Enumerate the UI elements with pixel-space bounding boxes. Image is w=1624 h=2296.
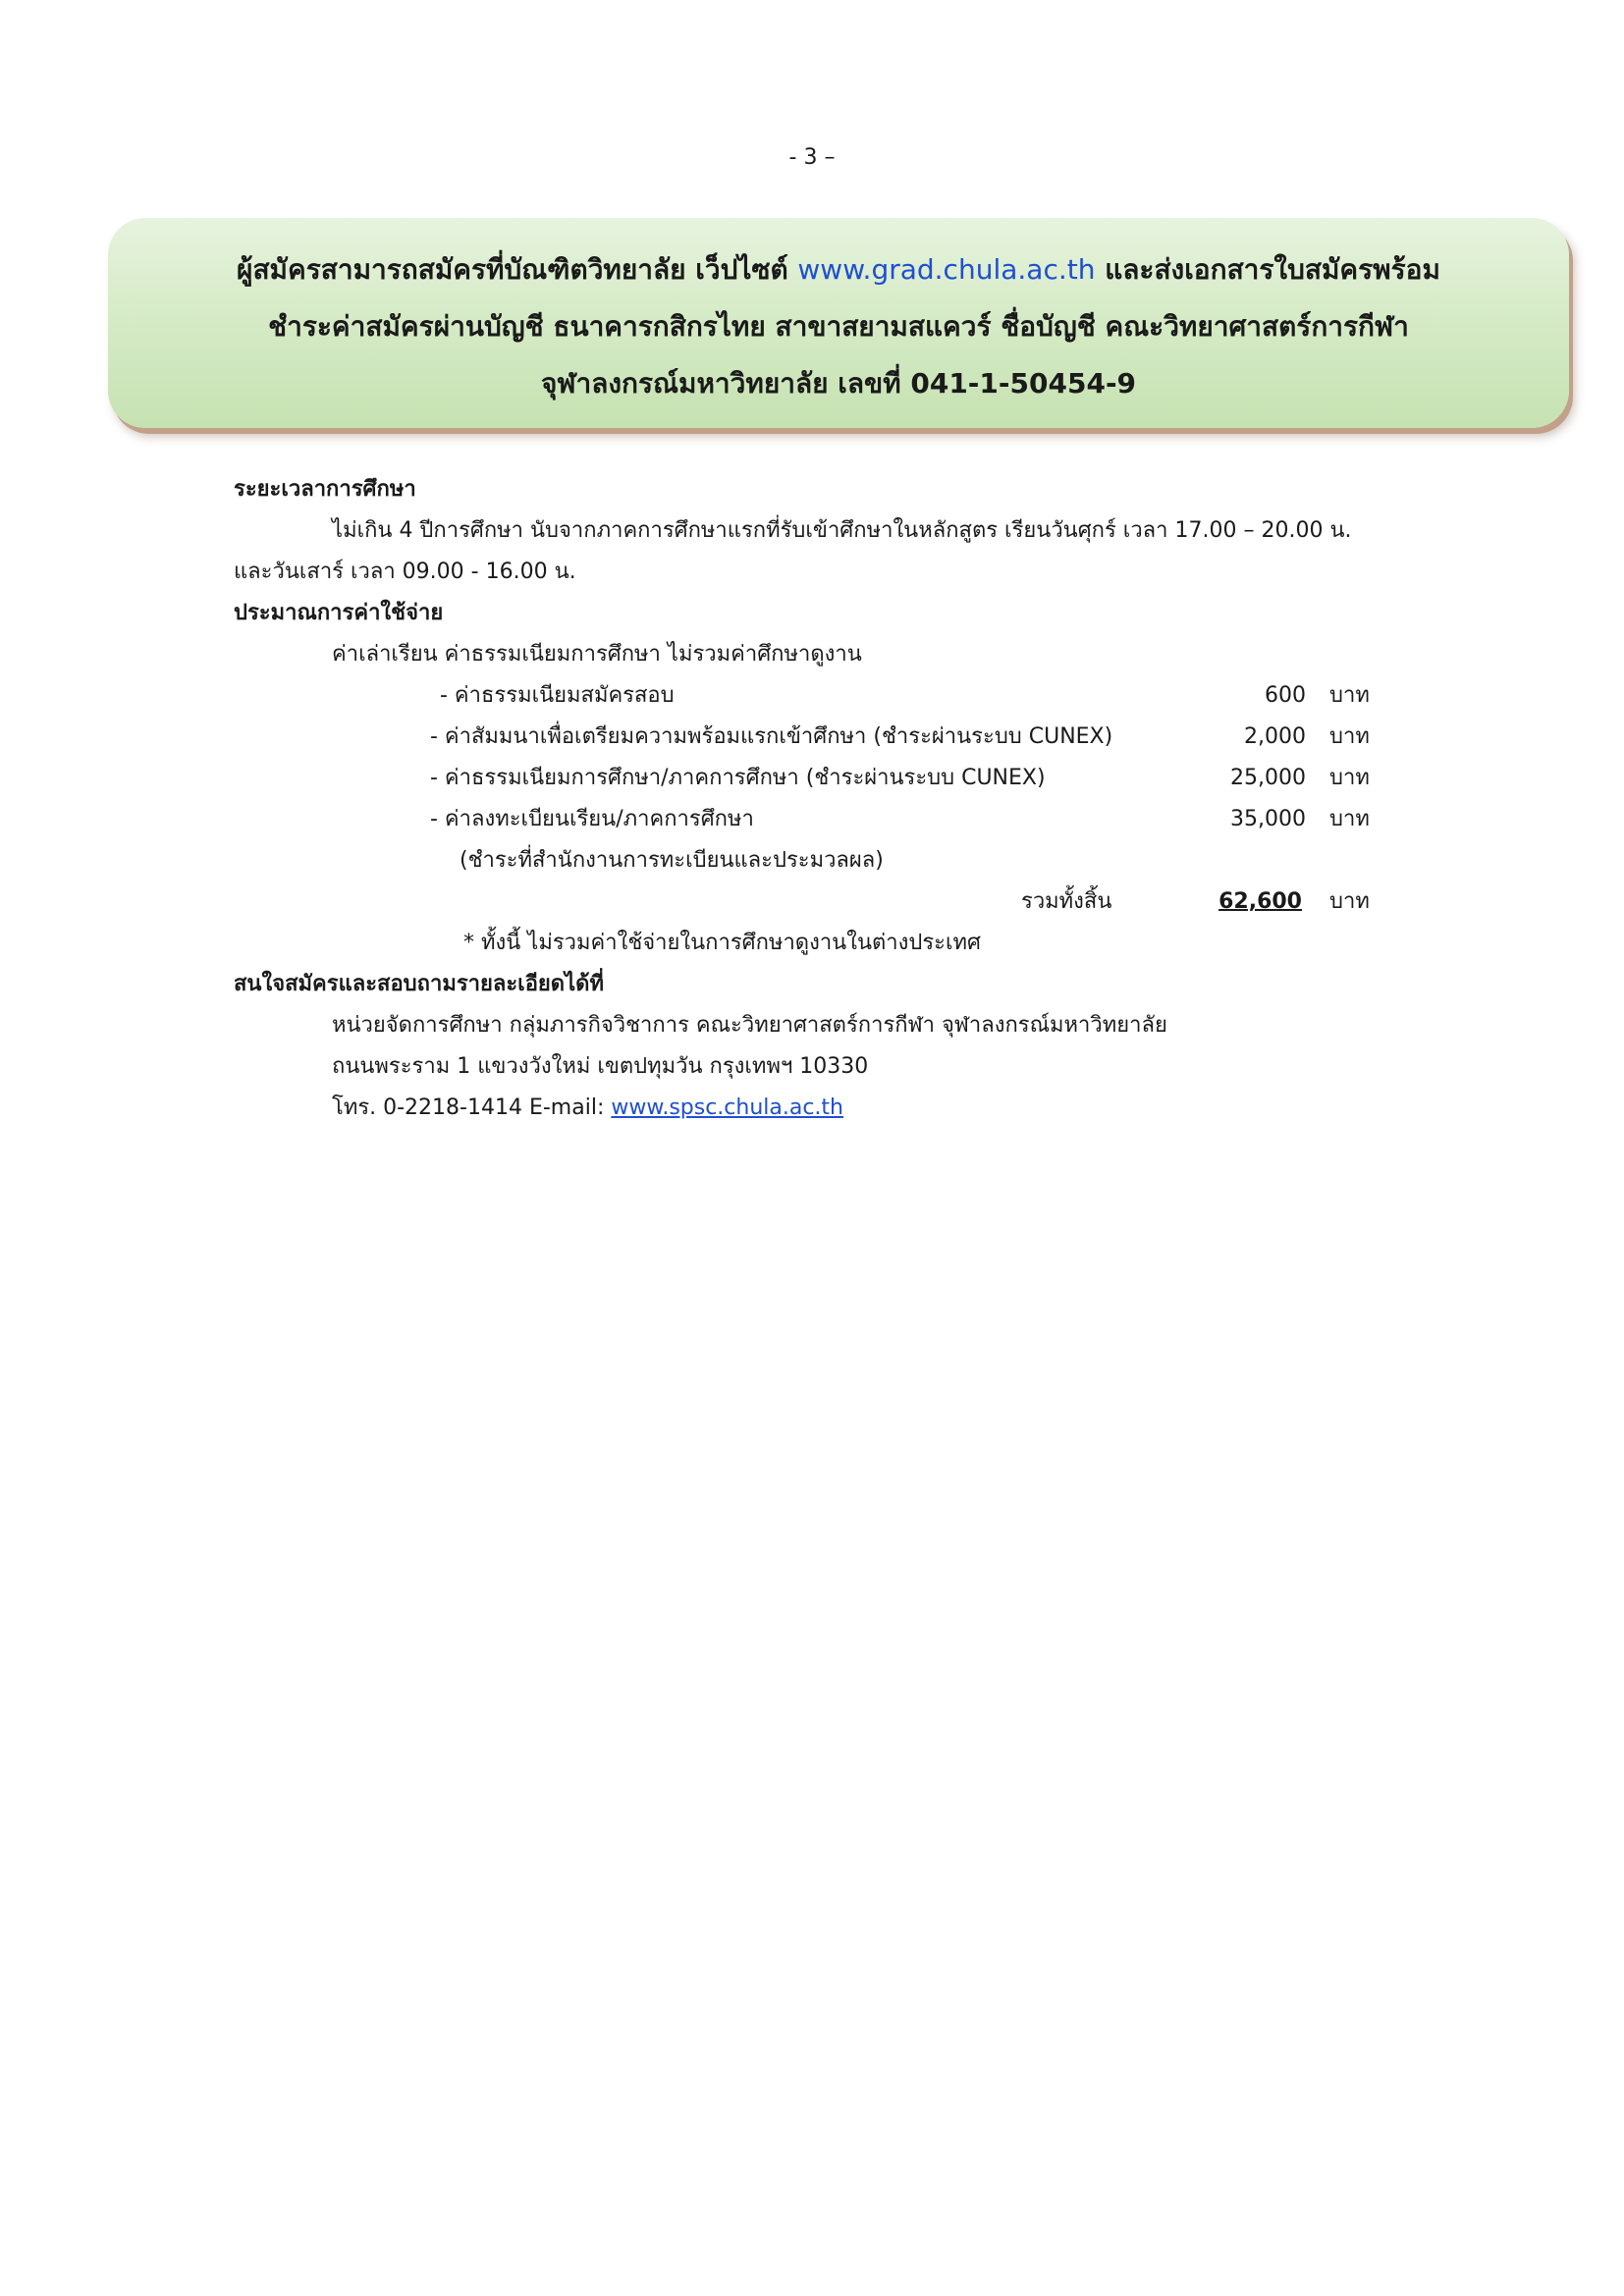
expense-item-unit: บาท [1329, 807, 1370, 831]
banner-text-1a: ผู้สมัครสามารถสมัครที่บัณฑิตวิทยาลัย เว็ปไซต์ [237, 253, 798, 286]
total-amount: 62,600 [1218, 889, 1302, 914]
study-period-line-2: และวันเสาร์ เวลา 09.00 - 16.00 น. [234, 560, 576, 584]
spsc-website-link[interactable]: www.spsc.chula.ac.th [611, 1095, 843, 1120]
page-number: - 3 – [788, 145, 836, 170]
expense-item-amount: 35,000 [1230, 807, 1306, 831]
contact-phone-email-label: โทร. 0-2218-1414 E-mail: [332, 1095, 612, 1120]
expense-item-unit: บาท [1329, 724, 1370, 749]
expense-item-label: - ค่าธรรมเนียมสมัครสอบ [440, 683, 675, 708]
grad-website-link[interactable]: www.grad.chula.ac.th [797, 253, 1096, 286]
expenses-intro: ค่าเล่าเรียน ค่าธรรมเนียมการศึกษา ไม่รวมค่าศึกษาดูงาน [332, 642, 862, 667]
expense-item-amount: 25,000 [1230, 766, 1306, 790]
expense-item-note: (ชำระที่สำนักงานการทะเบียนและประมวลผล) [460, 848, 884, 873]
application-banner [108, 218, 1569, 428]
expense-item-label: - ค่าลงทะเบียนเรียน/ภาคการศึกษา [430, 807, 754, 831]
expenses-heading: ประมาณการค่าใช้จ่าย [234, 601, 444, 625]
expenses-footnote: * ทั้งนี้ ไม่รวมค่าใช้จ่ายในการศึกษาดูงานในต่างประเทศ [463, 931, 981, 955]
banner-line-3: จุฬาลงกรณ์มหาวิทยาลัย เลขที่ 041-1-50454-9 [540, 367, 1137, 400]
expense-item-unit: บาท [1329, 683, 1370, 708]
expense-item-unit: บาท [1329, 766, 1370, 790]
study-period-heading: ระยะเวลาการศึกษา [234, 477, 416, 502]
total-unit: บาท [1329, 889, 1370, 914]
study-period-line-1: ไม่เกิน 4 ปีการศึกษา นับจากภาคการศึกษาแรกที่รับเข้าศึกษาในหลักสูตร เรียนวันศุกร์ เวลา 17.00 – 20.00 น. [332, 518, 1352, 543]
banner-line-2: ชำระค่าสมัครผ่านบัญชี ธนาคารกสิกรไทย สาขาสยามสแควร์ ชื่อบัญชี คณะวิทยาศาสตร์การกีฬา [268, 310, 1409, 343]
banner-text-1b: และส่งเอกสารใบสมัครพร้อม [1095, 253, 1440, 286]
contact-line-1: หน่วยจัดการศึกษา กลุ่มภารกิจวิชาการ คณะวิทยาศาสตร์การกีฬา จุฬาลงกรณ์มหาวิทยาลัย [332, 1013, 1167, 1038]
contact-heading: สนใจสมัครและสอบถามรายละเอียดได้ที่ [234, 972, 604, 996]
banner-line-1 [108, 241, 1569, 298]
expense-item-amount: 2,000 [1244, 724, 1306, 749]
total-label: รวมทั้งสิ้น [1021, 889, 1112, 914]
expense-item-label: - ค่าสัมมนาเพื่อเตรียมความพร้อมแรกเข้าศึกษา (ชำระผ่านระบบ CUNEX) [430, 724, 1113, 749]
contact-line-3 [332, 1094, 843, 1123]
expense-item-label: - ค่าธรรมเนียมการศึกษา/ภาคการศึกษา (ชำระผ่านระบบ CUNEX) [430, 766, 1046, 790]
expense-item-amount: 600 [1265, 683, 1306, 708]
contact-line-2: ถนนพระราม 1 แขวงวังใหม่ เขตปทุมวัน กรุงเทพฯ 10330 [332, 1054, 869, 1079]
